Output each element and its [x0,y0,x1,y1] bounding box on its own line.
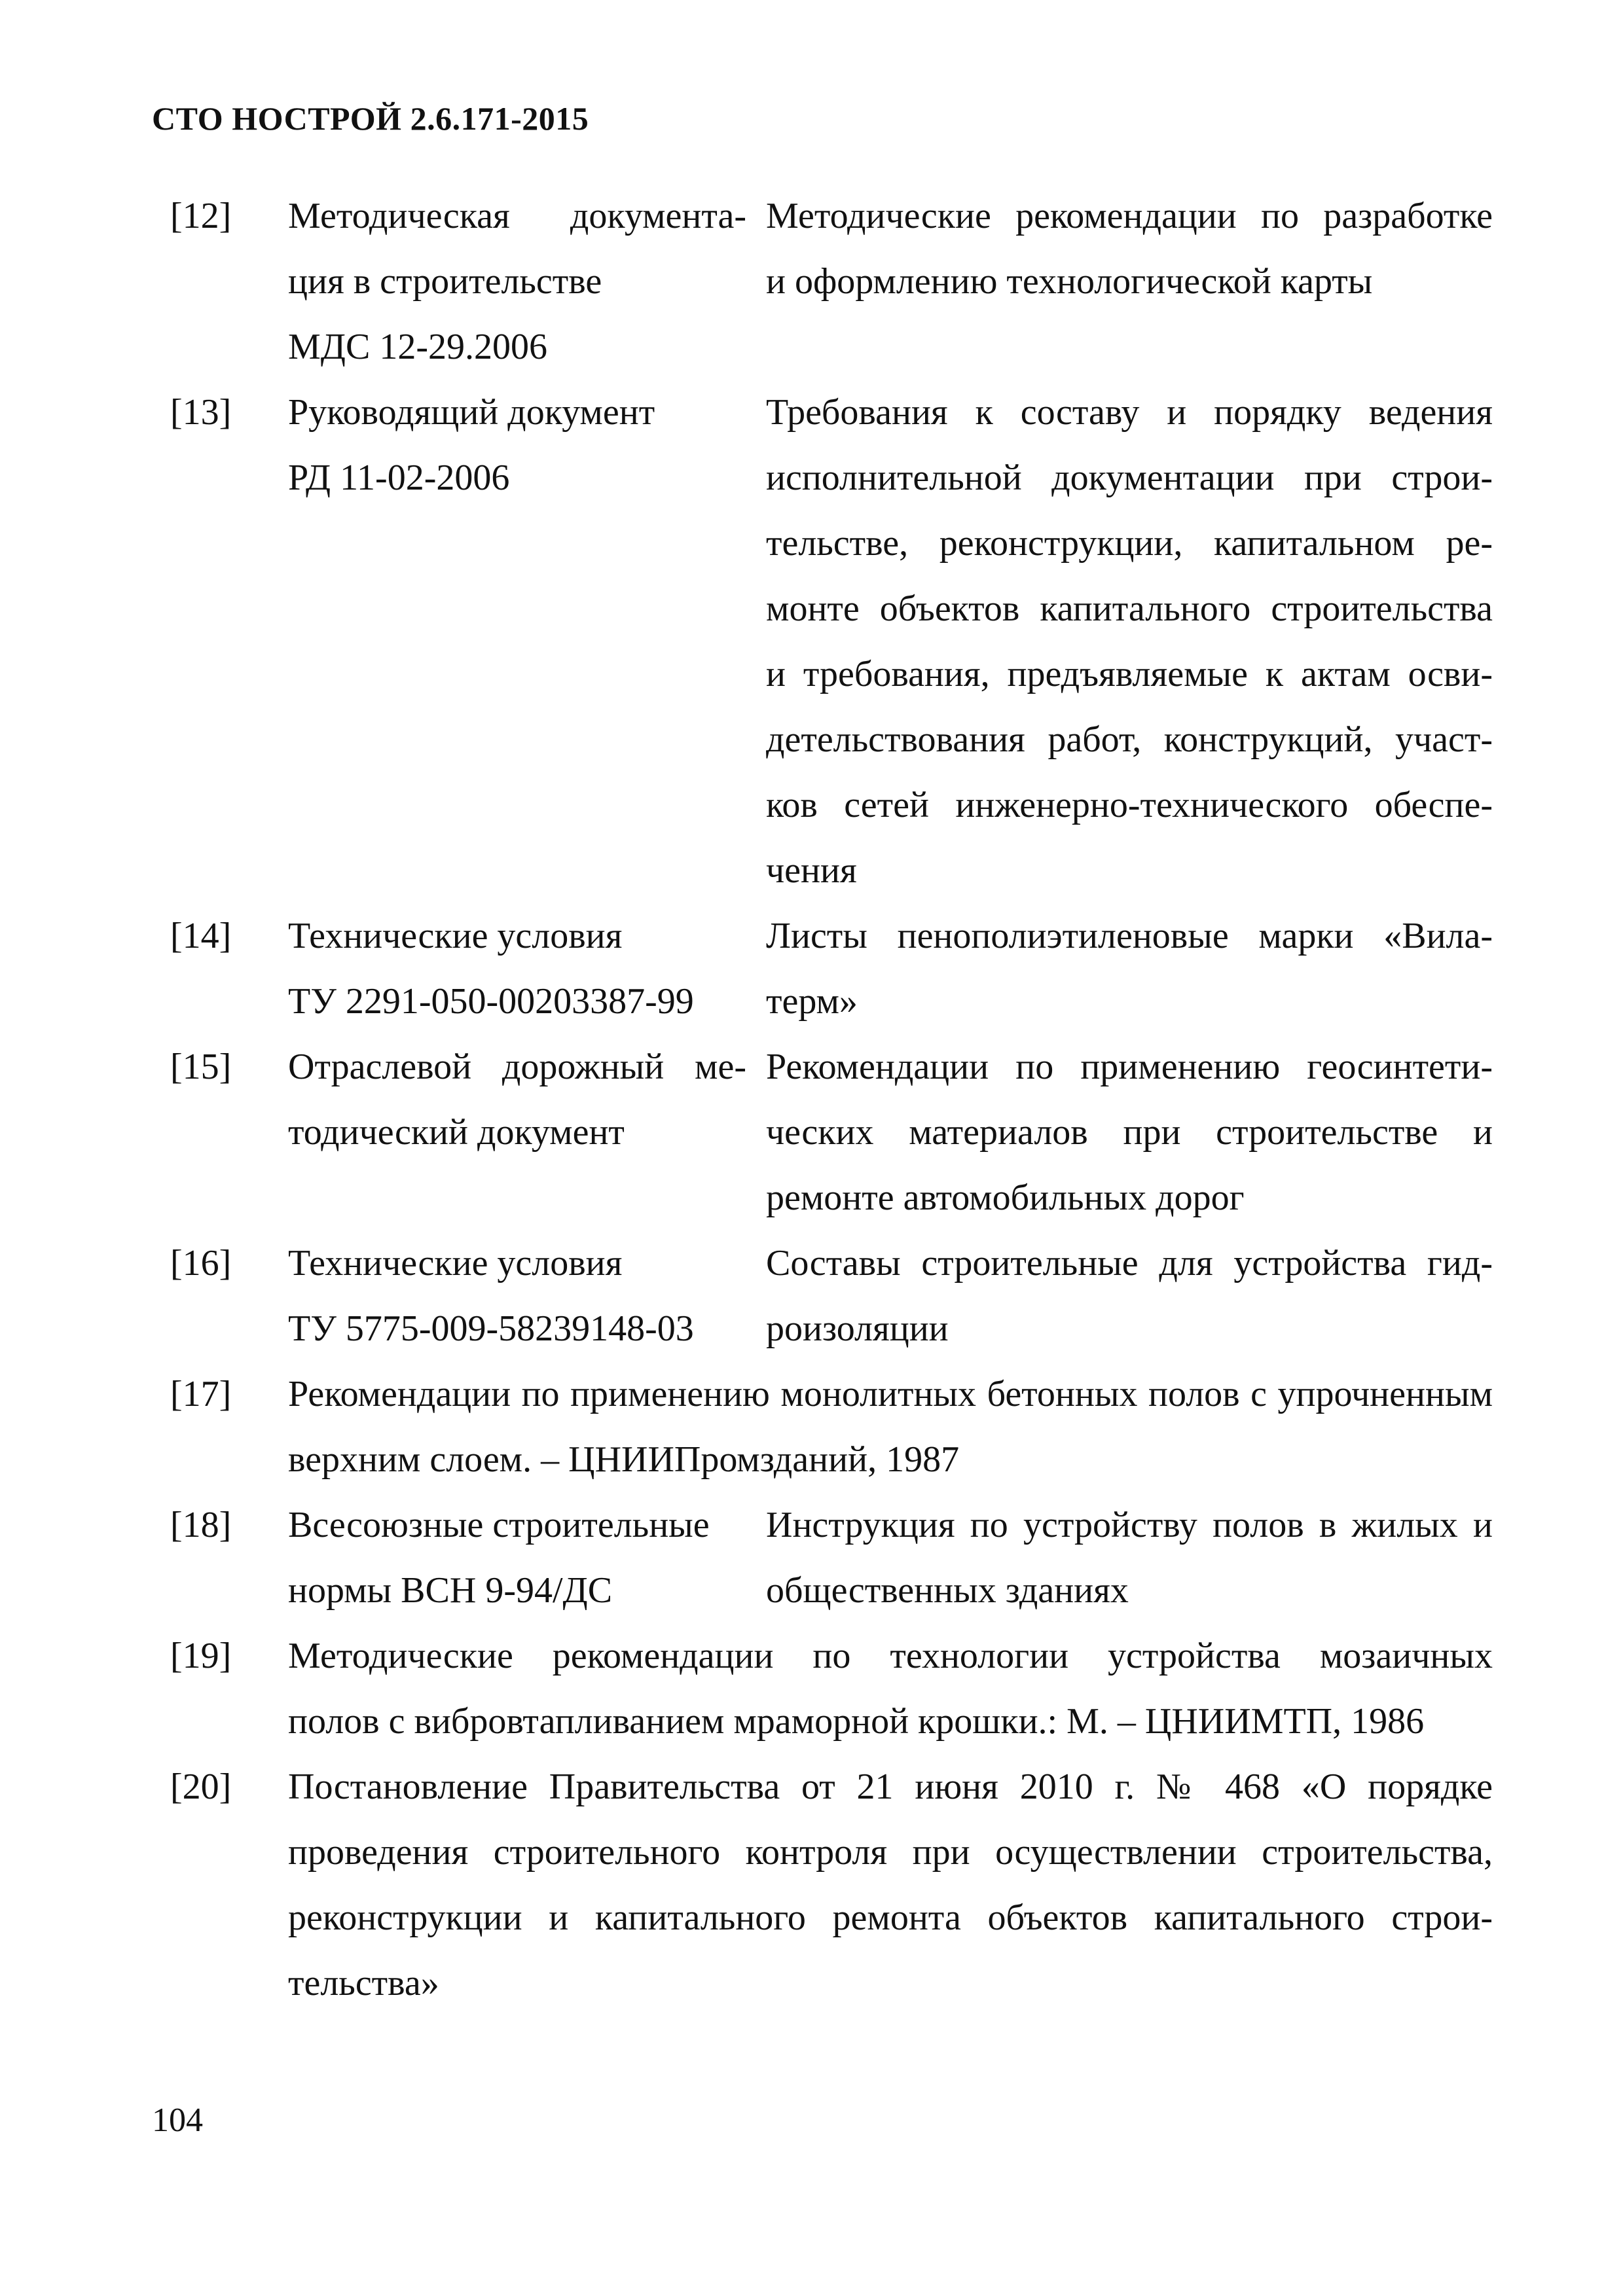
reference-source-line: ция в строительстве [288,261,602,302]
reference-source [288,903,746,1034]
reference-text-line: полов с вибровтапливанием мраморной крошки.: М. – ЦНИИМТП, 1986 [288,1701,1425,1742]
reference-number: [14] [170,916,232,956]
reference-text-line: верхним слоем. – ЦНИИПромзданий, 1987 [288,1439,960,1480]
reference-text-line: тельства» [288,1963,439,2003]
reference-title-line: терм» [766,981,858,1022]
reference-title-line: Листы пенополиэтиленовые марки «Вила- [766,916,1493,956]
reference-title [766,1230,1493,1361]
reference-source [288,380,746,511]
reference-text-line: Методические рекомендации по технологии устройства мозаичных [288,1636,1493,1676]
reference-text-line: Постановление Правительства от 21 июня 2010 г. № 468 «О порядке [288,1767,1493,1807]
reference-title [766,1492,1493,1623]
reference-title-line: ремонте автомобильных дорог [766,1177,1245,1218]
reference-title [766,380,1493,903]
reference-full-text [288,1361,1493,1492]
document-header: СТО НОСТРОЙ 2.6.171-2015 [152,100,589,137]
reference-source-line: ТУ 5775-009-58239148-03 [288,1308,694,1349]
reference-number: [12] [170,196,232,236]
reference-source [288,1034,746,1165]
reference-title-line: Методические рекомендации по разработке [766,196,1493,236]
reference-number: [19] [170,1636,232,1676]
reference-number: [15] [170,1047,232,1087]
reference-title [766,1034,1493,1230]
reference-text-line: реконструкции и капитального ремонта объектов капитального строи- [288,1897,1493,1938]
reference-source-line: Руководящий документ [288,392,655,433]
reference-source-line: нормы ВСН 9-94/ДС [288,1570,613,1611]
reference-source-line: Технические условия [288,1243,623,1283]
reference-title-line: ческих материалов при строительстве и [766,1112,1493,1153]
reference-title [766,903,1493,1034]
reference-title-line: детельствования работ, конструкций, участ- [766,719,1493,760]
reference-title-line: монте объектов капитального строительства [766,588,1493,629]
reference-source [288,183,746,380]
reference-number: [16] [170,1243,232,1283]
reference-title-line: исполнительной документации при строи- [766,457,1493,498]
reference-number: [20] [170,1767,232,1807]
reference-title-line: роизоляции [766,1308,949,1349]
reference-text-line: Рекомендации по применению монолитных бетонных полов с упрочненным [288,1374,1493,1414]
reference-source-line: Всесоюзные строительные [288,1505,710,1545]
reference-source [288,1492,746,1623]
reference-source-line: Методическая документа- [288,196,746,236]
reference-source [288,1230,746,1361]
reference-title-line: и оформлению технологической карты [766,261,1373,302]
reference-number: [13] [170,392,232,433]
reference-full-text [288,1754,1493,2016]
reference-number: [18] [170,1505,232,1545]
reference-source-line: РД 11-02-2006 [288,457,510,498]
reference-title-line: Требования к составу и порядку ведения [766,392,1493,433]
reference-title-line: и требования, предъявляемые к актам осви- [766,654,1493,694]
reference-text-line: проведения строительного контроля при осуществлении строительства, [288,1832,1493,1873]
reference-title-line: чения [766,850,857,891]
reference-source-line: тодический документ [288,1112,625,1153]
reference-title-line: ков сетей инженерно-технического обеспе- [766,785,1493,825]
reference-full-text [288,1623,1493,1754]
reference-source-line: Технические условия [288,916,623,956]
reference-title-line: Инструкция по устройству полов в жилых и [766,1505,1493,1545]
reference-source-line: ТУ 2291-050-00203387-99 [288,981,694,1022]
reference-title-line: Рекомендации по применению геосинтети- [766,1047,1493,1087]
page-number: 104 [152,2102,203,2139]
reference-title-line: Составы строительные для устройства гид- [766,1243,1493,1283]
reference-source-line: Отраслевой дорожный ме- [288,1047,746,1087]
reference-title [766,183,1493,314]
reference-source-line: МДС 12-29.2006 [288,327,547,367]
reference-title-line: тельстве, реконструкции, капитальном ре- [766,523,1493,564]
reference-title-line: общественных зданиях [766,1570,1129,1611]
reference-number: [17] [170,1374,232,1414]
